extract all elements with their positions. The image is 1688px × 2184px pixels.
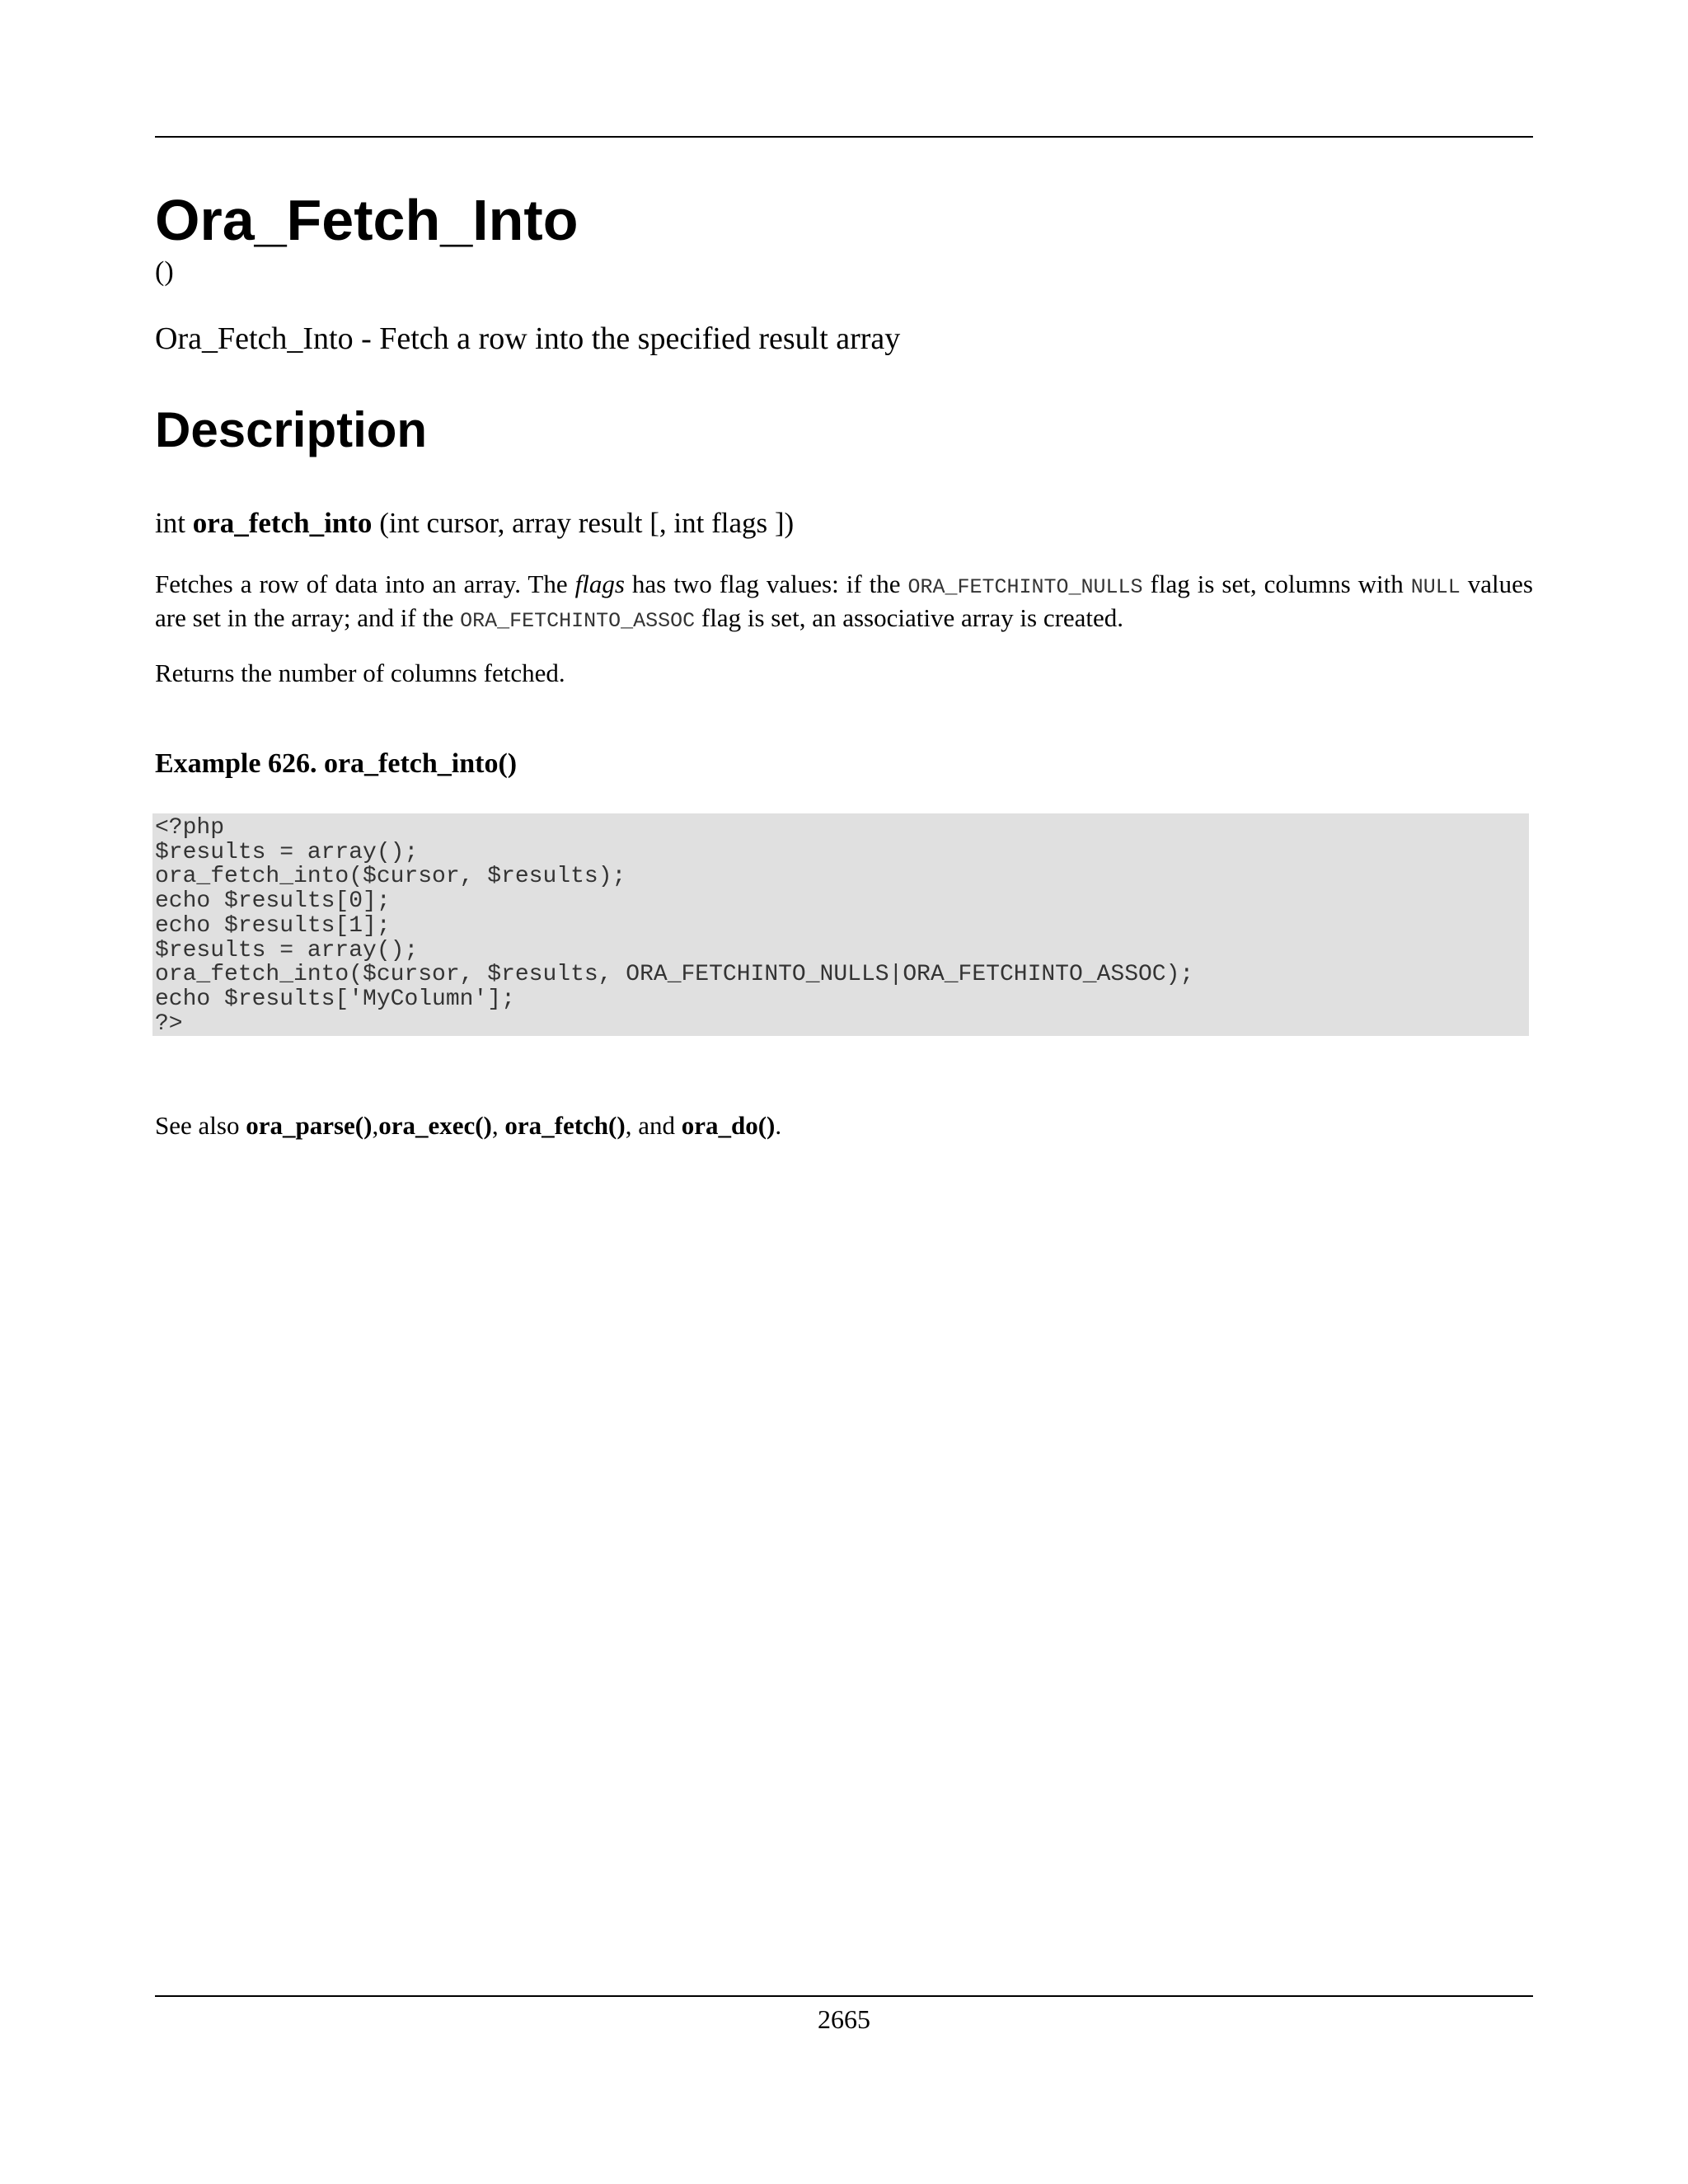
code-line: ora_fetch_into($cursor, $results); <box>155 864 626 890</box>
param-flags: flags <box>574 569 625 598</box>
title-parens: () <box>155 256 174 287</box>
separator: , and <box>625 1111 682 1140</box>
function-synopsis <box>155 506 794 541</box>
footer-rule <box>155 1995 1533 1997</box>
constant-null: NULL <box>1410 575 1461 599</box>
separator: , <box>372 1111 379 1140</box>
para-text: has two flag values: if the <box>624 569 908 598</box>
link-ora-parse[interactable]: ora_parse() <box>246 1111 373 1140</box>
code-line: ora_fetch_into($cursor, $results, ORA_FETCHINTO_NULLS|ORA_FETCHINTO_ASSOC); <box>155 962 1194 988</box>
code-line: $results = array(); <box>155 937 419 963</box>
synopsis-function-name: ora_fetch_into <box>192 507 373 539</box>
code-line: echo $results['MyColumn']; <box>155 986 515 1012</box>
header-rule <box>155 136 1533 138</box>
link-ora-exec[interactable]: ora_exec() <box>378 1111 492 1140</box>
document-page <box>155 0 1533 2184</box>
description-paragraph <box>155 569 1533 636</box>
code-example <box>152 813 1529 1036</box>
para-text: values are set in the array; and if the <box>155 569 1533 632</box>
para-text: flag is set, an associative array is created. <box>695 603 1124 632</box>
example-title: Example 626. ora_fetch_into() <box>155 748 518 779</box>
page-title: Ora_Fetch_Into <box>155 188 579 252</box>
page-number: 2665 <box>818 2004 870 2034</box>
refpurpose: Ora_Fetch_Into - Fetch a row into the specified result array <box>155 321 901 356</box>
link-ora-do[interactable]: ora_do() <box>681 1111 776 1140</box>
separator: , <box>491 1111 505 1140</box>
para-text: Fetches a row of data into an array. The <box>155 569 575 598</box>
code-line: ?> <box>155 1010 183 1037</box>
constant-fetchinto-assoc: ORA_FETCHINTO_ASSOC <box>460 609 696 633</box>
section-heading-description: Description <box>155 402 428 457</box>
para-text: flag is set, columns with <box>1142 569 1411 598</box>
link-ora-fetch[interactable]: ora_fetch() <box>504 1111 626 1140</box>
see-also-suffix: . <box>775 1111 782 1140</box>
synopsis-params: (int cursor, array result [, int flags ]) <box>372 507 795 539</box>
see-also <box>155 1110 781 1141</box>
code-line: echo $results[0]; <box>155 888 391 915</box>
code-line: echo $results[1]; <box>155 912 391 939</box>
see-also-prefix: See also <box>155 1111 246 1140</box>
returns-paragraph: Returns the number of columns fetched. <box>155 658 565 687</box>
synopsis-return-type: int <box>155 507 193 539</box>
code-line: <?php <box>155 815 225 841</box>
constant-fetchinto-nulls: ORA_FETCHINTO_NULLS <box>907 575 1143 599</box>
code-line: $results = array(); <box>155 839 419 865</box>
